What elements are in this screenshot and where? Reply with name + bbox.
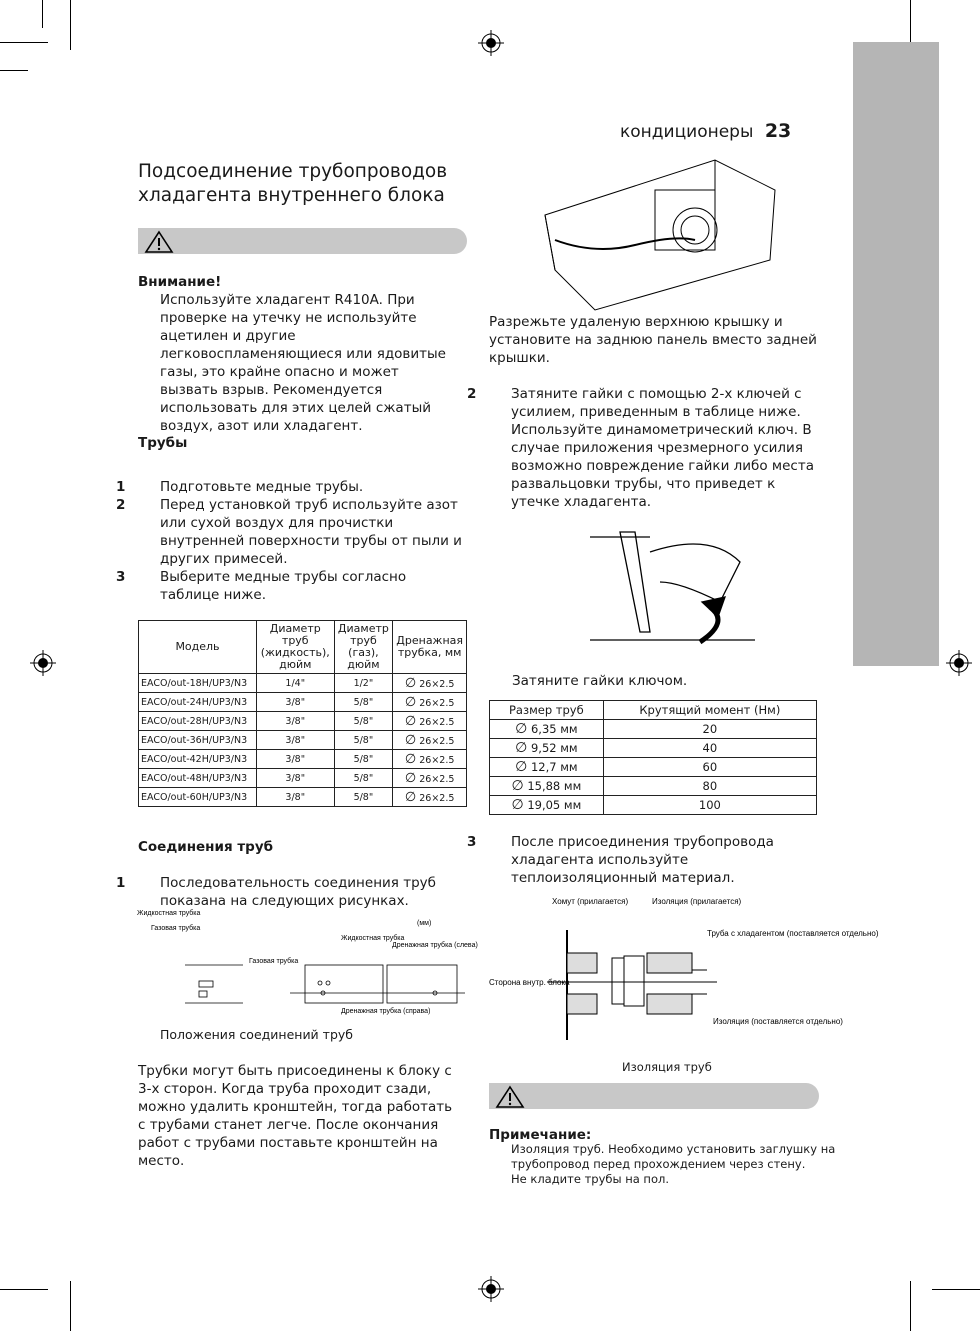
- table-cell: 5/8": [334, 769, 393, 788]
- pipe-table: [138, 620, 467, 807]
- table-cell: EACO/out-48H/UP3/N3: [139, 769, 257, 788]
- registration-mark-icon: [478, 1276, 504, 1302]
- step-number: 2: [116, 497, 126, 513]
- note-line: Не кладите трубы на пол.: [511, 1172, 669, 1186]
- step-number: 3: [116, 569, 126, 585]
- note-bar: [489, 1083, 819, 1109]
- step-text: Перед установкой труб используйте азот или сухой воздух для прочистки внутренней поверхности трубы от пыли и других примесей.: [160, 497, 462, 567]
- crop-mark: [0, 1289, 48, 1290]
- insulation-diagram: [487, 890, 879, 1060]
- warning-heading: Внимание!: [138, 274, 222, 290]
- label: Газовая трубка: [151, 925, 201, 932]
- table-cell: [393, 750, 467, 769]
- cell-value: 26×2.5: [419, 773, 455, 785]
- cell-value: 15,88 мм: [527, 779, 582, 793]
- unit-illustration: [535, 150, 785, 315]
- crop-mark: [42, 0, 43, 28]
- cell-value: 6,35 мм: [530, 722, 578, 736]
- warning-text: Используйте хладагент R410A. При проверке на утечку не используйте ацетилен и другие легковоспламеняющиеся или ядовитые газы, это крайне опасно и может вызвать взрыв. Рекомендуется использовать для этих целей сжатый воздух, азот или хладагент.: [160, 292, 446, 434]
- table-row: [490, 758, 817, 777]
- crop-mark: [70, 0, 71, 50]
- header-cell: Модель: [139, 621, 257, 674]
- diameter-icon: ∅: [404, 732, 417, 748]
- step-number: 3: [467, 834, 477, 850]
- cell-value: 26×2.5: [419, 792, 455, 804]
- label: Дренажная трубка (слева): [392, 942, 478, 949]
- step-number: 1: [116, 875, 126, 891]
- table-cell: EACO/out-18H/UP3/N3: [139, 674, 257, 693]
- cell-value: 26×2.5: [419, 697, 455, 709]
- table-cell: EACO/out-24H/UP3/N3: [139, 693, 257, 712]
- table-cell: 20: [603, 720, 816, 739]
- table-cell: 3/8": [257, 769, 335, 788]
- table-cell: [393, 693, 467, 712]
- table-cell: [490, 777, 604, 796]
- crop-mark: [932, 1289, 980, 1290]
- warning-bar: [138, 228, 467, 254]
- crop-mark: [70, 1281, 71, 1331]
- note-line: трубопровод перед прохождением через стену.: [511, 1157, 806, 1171]
- diameter-icon: ∅: [515, 721, 528, 737]
- diameter-icon: ∅: [511, 778, 524, 794]
- cell-value: 26×2.5: [419, 754, 455, 766]
- diameter-icon: ∅: [404, 789, 417, 805]
- table-cell: 3/8": [257, 693, 335, 712]
- label: Дренажная трубка (справа): [341, 1008, 431, 1015]
- table-cell: 3/8": [257, 788, 335, 807]
- page-number: 23: [764, 120, 792, 142]
- header-cell: Крутящий момент (Нм): [603, 701, 816, 720]
- section-name: кондиционеры: [620, 122, 754, 142]
- cell-value: 26×2.5: [419, 735, 455, 747]
- registration-mark-icon: [30, 650, 56, 676]
- title-line: Подсоединение трубопроводов: [138, 161, 448, 182]
- table-cell: [490, 758, 604, 777]
- table-cell: 100: [603, 796, 816, 815]
- cell-value: 26×2.5: [419, 716, 455, 728]
- diameter-icon: ∅: [511, 797, 524, 813]
- table-cell: [393, 769, 467, 788]
- table-cell: 5/8": [334, 693, 393, 712]
- running-header: [620, 120, 791, 142]
- table-row: [490, 777, 817, 796]
- table-cell: 5/8": [334, 750, 393, 769]
- label: Жидкостная трубка: [341, 935, 405, 942]
- diameter-icon: ∅: [515, 759, 528, 775]
- table-cell: 1/4": [257, 674, 335, 693]
- table-cell: 40: [603, 739, 816, 758]
- step-text: Выберите медные трубы согласно таблице ниже.: [160, 569, 407, 603]
- wrench-illustration: [590, 522, 760, 662]
- table-cell: EACO/out-36H/UP3/N3: [139, 731, 257, 750]
- diameter-icon: ∅: [404, 713, 417, 729]
- label: Труба с хладагентом (поставляется отдельно): [707, 929, 879, 938]
- note-line: Изоляция труб. Необходимо установить заглушку на: [511, 1142, 836, 1156]
- step-text: После присоединения трубопровода хладагента используйте теплоизоляционный материал.: [511, 834, 774, 886]
- table-cell: 1/2": [334, 674, 393, 693]
- diameter-icon: ∅: [404, 694, 417, 710]
- table-row: [139, 788, 467, 807]
- table-cell: 80: [603, 777, 816, 796]
- label: Газовая трубка: [249, 958, 299, 965]
- table-row: [490, 739, 817, 758]
- label: Жидкостная трубка: [137, 910, 201, 917]
- table-cell: EACO/out-42H/UP3/N3: [139, 750, 257, 769]
- registration-mark-icon: [478, 30, 504, 56]
- table-cell: EACO/out-28H/UP3/N3: [139, 712, 257, 731]
- header-cell: Дренажная трубка, мм: [393, 621, 467, 674]
- step-number: 1: [116, 479, 126, 495]
- diagram-caption: Изоляция труб: [622, 1060, 712, 1074]
- crop-mark: [0, 70, 28, 71]
- diameter-icon: ∅: [404, 751, 417, 767]
- diameter-icon: ∅: [404, 770, 417, 786]
- page-title: [138, 160, 447, 208]
- label: Сторона внутр. блока: [489, 978, 570, 987]
- note-heading: Примечание:: [489, 1127, 592, 1143]
- table-cell: 3/8": [257, 712, 335, 731]
- table-row: [139, 731, 467, 750]
- wrench-caption: Затяните гайки ключом.: [512, 673, 688, 689]
- table-cell: [490, 720, 604, 739]
- torque-table: [489, 700, 817, 815]
- label: Хомут (прилагается): [552, 897, 629, 906]
- title-line: хладагента внутреннего блока: [138, 185, 445, 206]
- table-cell: 5/8": [334, 712, 393, 731]
- table-cell: 5/8": [334, 788, 393, 807]
- header-cell: Диаметр труб (газ), дюйм: [334, 621, 393, 674]
- diameter-icon: ∅: [404, 675, 417, 691]
- step-number: 2: [467, 386, 477, 402]
- table-cell: EACO/out-60H/UP3/N3: [139, 788, 257, 807]
- connections-paragraph: Трубки могут быть присоединены к блоку с 3-х сторон. Когда труба проходит сзади, можно удалить кронштейн, тогда работать с трубами станет легче. После окончания работ с трубами поставьте кронштейн на место.: [138, 1063, 453, 1169]
- table-row: [139, 674, 467, 693]
- pipes-steps: [116, 478, 463, 604]
- pipes-heading: Трубы: [138, 435, 188, 451]
- table-row: [139, 769, 467, 788]
- table-cell: 3/8": [257, 731, 335, 750]
- diagram-caption: Положения соединений труб: [160, 1027, 353, 1042]
- label: Изоляция (поставляется отдельно): [713, 1017, 843, 1026]
- cell-value: 12,7 мм: [530, 760, 578, 774]
- table-cell: [393, 788, 467, 807]
- table-row: [490, 720, 817, 739]
- warning-icon: [144, 230, 174, 254]
- header-cell: Размер труб: [490, 701, 604, 720]
- label: (мм): [417, 920, 432, 927]
- table-row: [139, 750, 467, 769]
- table-cell: 60: [603, 758, 816, 777]
- step-text: Последовательность соединения труб показана на следующих рисунках.: [160, 875, 436, 909]
- cell-value: 9,52 мм: [530, 741, 578, 755]
- table-cell: [393, 731, 467, 750]
- table-cell: 5/8": [334, 731, 393, 750]
- table-row: [490, 796, 817, 815]
- connections-heading: Соединения труб: [138, 839, 274, 855]
- cover-text: Разрежьте удаленую верхнюю крышку и установите на заднюю панель вместо задней крышки.: [489, 314, 817, 366]
- cell-value: 19,05 мм: [527, 798, 582, 812]
- table-cell: [490, 796, 604, 815]
- table-cell: [490, 739, 604, 758]
- table-cell: 3/8": [257, 750, 335, 769]
- table-cell: [393, 674, 467, 693]
- diameter-icon: ∅: [515, 740, 528, 756]
- step-text: Подготовьте медные трубы.: [160, 479, 364, 495]
- table-row: [139, 693, 467, 712]
- label: Изоляция (прилагается): [652, 897, 742, 906]
- crop-mark: [0, 42, 48, 43]
- warning-icon: [495, 1085, 525, 1109]
- side-tab: [853, 42, 939, 666]
- note-text: [511, 1142, 835, 1187]
- cell-value: 26×2.5: [419, 678, 455, 690]
- registration-mark-icon: [946, 650, 972, 676]
- step-text: Затяните гайки с помощью 2-х ключей с усилием, приведенным в таблице ниже. Используйте динамометрический ключ. В случае приложения чрезмерного усилия возможно повреждение гайки либо места развальцовки трубы, что приведет к утечке хладагента.: [511, 386, 814, 510]
- connection-diagram: [135, 905, 478, 1025]
- header-cell: Диаметр труб (жидкость), дюйм: [257, 621, 335, 674]
- table-row: [139, 712, 467, 731]
- table-cell: [393, 712, 467, 731]
- crop-mark: [910, 1281, 911, 1331]
